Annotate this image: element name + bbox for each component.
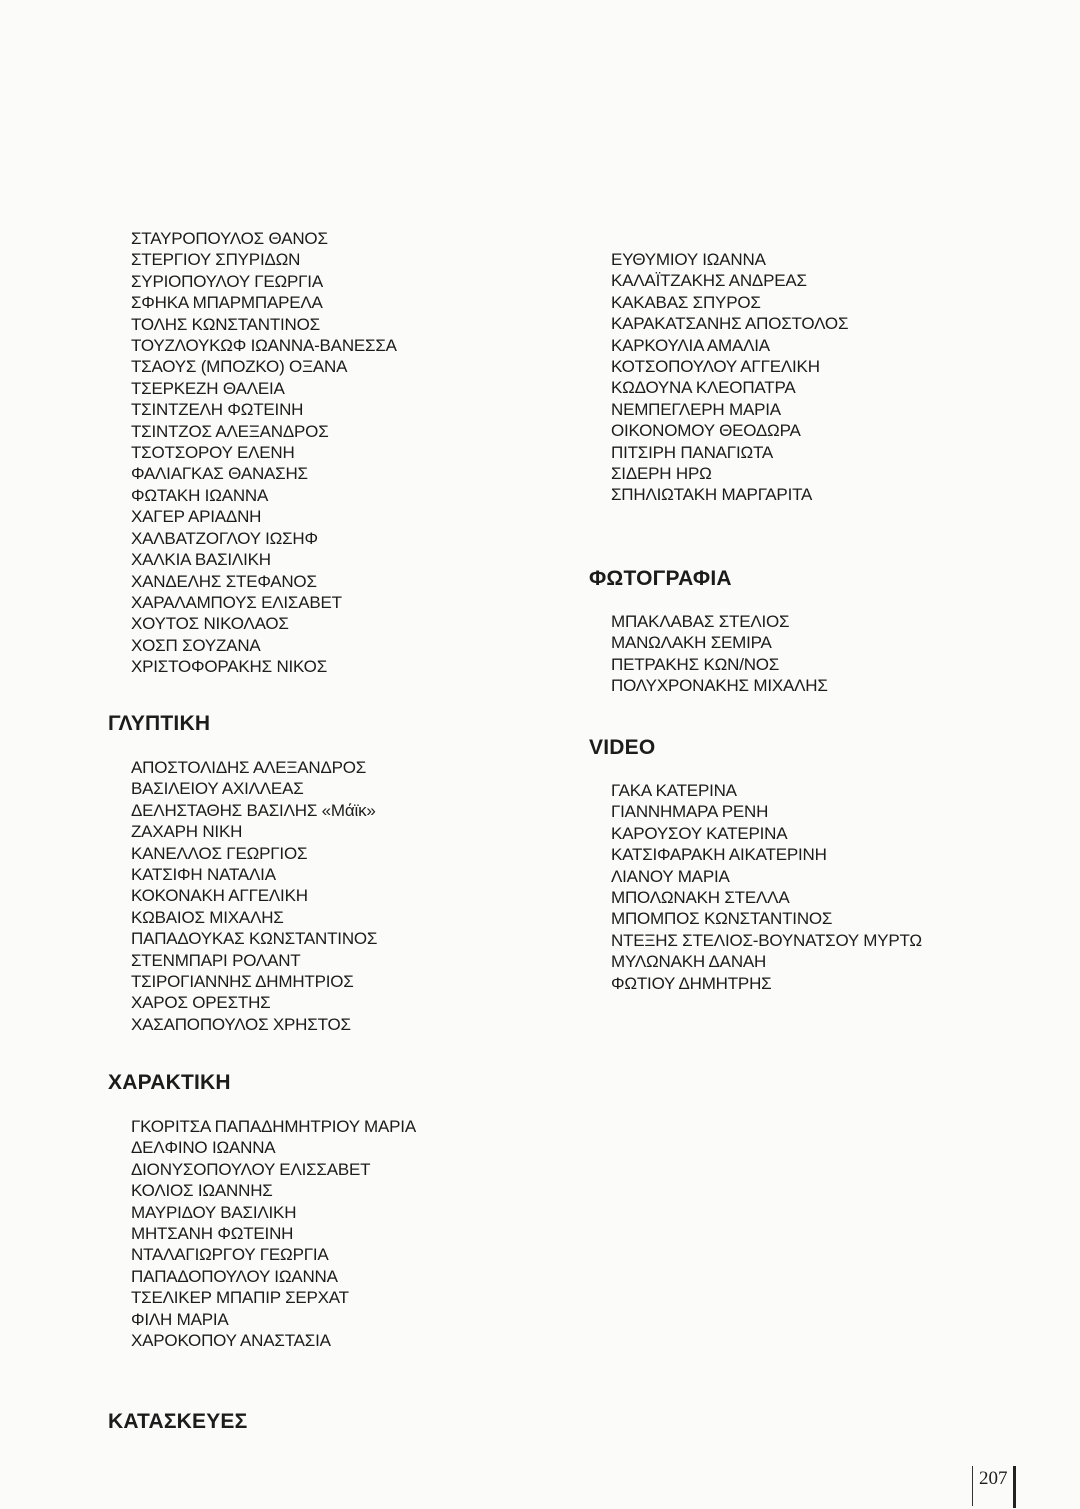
list-item: ΣΤΕΡΓΙΟΥ ΣΠΥΡΙΔΩΝ <box>131 250 301 270</box>
photography-heading: ΦΩΤΟΓΡΑΦΙΑ <box>589 567 732 590</box>
list-item: ΚΑΝΕΛΛΟΣ ΓΕΩΡΓΙΟΣ <box>131 843 308 863</box>
list-item: ΝΕΜΠΕΓΛΕΡΗ ΜΑΡΙΑ <box>611 399 781 419</box>
list-item: ΣΤΕΝΜΠΑΡΙ ΡΟΛΑΝΤ <box>131 950 301 970</box>
list-item: ΜΥΛΩΝΑΚΗ ΔΑΝΑΗ <box>611 952 767 972</box>
list-item: ΣΦΗΚΑ ΜΠΑΡΜΠΑΡΕΛΑ <box>131 293 323 313</box>
list-item: ΚΟΚΟΝΑΚΗ ΑΓΓΕΛΙΚΗ <box>131 886 308 906</box>
list-item: ΔΕΛΦΙΝΟ ΙΩΑΝΝΑ <box>131 1138 276 1158</box>
list-item: ΧΑΛΒΑΤΖΟΓΛΟΥ ΙΩΣΗΦ <box>131 528 318 548</box>
list-item: ΣΙΔΕΡΗ ΗΡΩ <box>611 464 712 484</box>
list-item: ΔΙΟΝΥΣΟΠΟΥΛΟΥ ΕΛΙΣΣΑΒΕΤ <box>131 1159 371 1179</box>
list-item: ΓΙΑΝΝΗΜΑΡΑ ΡΕΝΗ <box>611 802 769 822</box>
list-item: ΤΣΑΟΥΣ (ΜΠΟΖΚΟ) ΟΞΑΝΑ <box>131 357 348 377</box>
list-item: ΝΤΕΞΗΣ ΣΤΕΛΙΟΣ-ΒΟΥΝΑΤΣΟΥ ΜΥΡΤΩ <box>611 930 922 950</box>
list-item: ΧΡΙΣΤΟΦΟΡΑΚΗΣ ΝΙΚΟΣ <box>131 657 328 677</box>
list-item: ΧΑΡΟΚΟΠΟΥ ΑΝΑΣΤΑΣΙΑ <box>131 1331 331 1351</box>
left-top-name-list <box>131 228 397 678</box>
list-item: ΠΙΤΣΙΡΗ ΠΑΝΑΓΙΩΤΑ <box>611 442 774 462</box>
list-item: ΚΑΡΟΥΣΟΥ ΚΑΤΕΡΙΝΑ <box>611 823 788 843</box>
list-item: ΚΑΤΣΙΦΑΡΑΚΗ ΑΙΚΑΤΕΡΙΝΗ <box>611 845 827 865</box>
list-item: ΟΙΚΟΝΟΜΟΥ ΘΕΟΔΩΡΑ <box>611 421 801 441</box>
list-item: ΧΑΝΔΕΛΗΣ ΣΤΕΦΑΝΟΣ <box>131 571 317 591</box>
list-item: ΑΠΟΣΤΟΛΙΔΗΣ ΑΛΕΞΑΝΔΡΟΣ <box>131 758 367 777</box>
list-item: ΖΑΧΑΡΗ ΝΙΚΗ <box>131 822 243 842</box>
page-number: 207 <box>972 1466 1012 1506</box>
list-item: ΜΠΑΚΛΑΒΑΣ ΣΤΕΛΙΟΣ <box>611 612 790 631</box>
list-item: ΜΑΥΡΙΔΟΥ ΒΑΣΙΛΙΚΗ <box>131 1202 297 1222</box>
photography-name-list <box>611 611 828 697</box>
list-item: ΚΟΛΙΟΣ ΙΩΑΝΝΗΣ <box>131 1181 273 1201</box>
video-name-list <box>611 780 922 994</box>
list-item: ΧΟΣΠ ΣΟΥΖΑΝΑ <box>131 635 261 655</box>
list-item: ΝΤΑΛΑΓΙΩΡΓΟΥ ΓΕΩΡΓΙΑ <box>131 1245 329 1265</box>
list-item: ΓΚΟΡΙΤΣΑ ΠΑΠΑΔΗΜΗΤΡΙΟΥ ΜΑΡΙΑ <box>131 1117 416 1136</box>
list-item: ΛΙΑΝΟΥ ΜΑΡΙΑ <box>611 866 730 886</box>
sculpture-heading: ΓΛΥΠΤΙΚΗ <box>108 712 211 735</box>
list-item: ΒΑΣΙΛΕΙΟΥ ΑΧΙΛΛΕΑΣ <box>131 779 304 799</box>
sculpture-name-list <box>131 757 377 1035</box>
list-item: ΜΠΟΜΠΟΣ ΚΩΝΣΤΑΝΤΙΝΟΣ <box>611 909 833 929</box>
constructions-heading: ΚΑΤΑΣΚΕΥΕΣ <box>108 1410 248 1433</box>
list-item: ΜΑΝΩΛΑΚΗ ΣΕΜΙΡΑ <box>611 633 772 653</box>
list-item: ΣΥΡΙΟΠΟΥΛΟΥ ΓΕΩΡΓΙΑ <box>131 271 323 291</box>
list-item: ΣΠΗΛΙΩΤΑΚΗ ΜΑΡΓΑΡΙΤΑ <box>611 485 813 505</box>
list-item: ΠΑΠΑΔΟΠΟΥΛΟΥ ΙΩΑΝΝΑ <box>131 1266 338 1286</box>
list-item: ΧΑΣΑΠΟΠΟΥΛΟΣ ΧΡΗΣΤΟΣ <box>131 1014 351 1034</box>
list-item: ΠΕΤΡΑΚΗΣ ΚΩΝ/ΝΟΣ <box>611 654 780 674</box>
list-item: ΚΑΚΑΒΑΣ ΣΠΥΡΟΣ <box>611 292 761 312</box>
list-item: ΚΑΡΑΚΑΤΣΑΝΗΣ ΑΠΟΣΤΟΛΟΣ <box>611 314 849 334</box>
list-item: ΚΩΒΑΙΟΣ ΜΙΧΑΛΗΣ <box>131 907 284 927</box>
list-item: ΠΟΛΥΧΡΟΝΑΚΗΣ ΜΙΧΑΛΗΣ <box>611 676 828 696</box>
list-item: ΤΣΙΝΤΖΟΣ ΑΛΕΞΑΝΔΡΟΣ <box>131 421 329 441</box>
printmaking-name-list <box>131 1116 416 1351</box>
list-item: ΦΩΤΙΟΥ ΔΗΜΗΤΡΗΣ <box>611 973 772 993</box>
list-item: ΧΑΡΑΛΑΜΠΟΥΣ ΕΛΙΣΑΒΕΤ <box>131 592 342 612</box>
list-item: ΚΑΛΑΪΤΖΑΚΗΣ ΑΝΔΡΕΑΣ <box>611 271 807 291</box>
list-item: ΧΑΡΟΣ ΟΡΕΣΤΗΣ <box>131 993 271 1013</box>
list-item: ΤΟΥΖΛΟΥΚΩΦ ΙΩΑΝΝΑ-ΒΑΝΕΣΣΑ <box>131 336 397 356</box>
list-item: ΧΑΓΕΡ ΑΡΙΑΔΝΗ <box>131 507 262 527</box>
printmaking-heading: ΧΑΡΑΚΤΙΚΗ <box>108 1071 231 1094</box>
list-item: ΤΣΕΛΙΚΕΡ ΜΠΑΠΙΡ ΣΕΡΧΑΤ <box>131 1288 349 1308</box>
list-item: ΣΤΑΥΡΟΠΟΥΛΟΣ ΘΑΝΟΣ <box>131 229 328 248</box>
list-item: ΔΕΛΗΣΤΑΘΗΣ ΒΑΣΙΛΗΣ «Μάϊκ» <box>131 800 376 820</box>
list-item: ΜΠΟΛΩΝΑΚΗ ΣΤΕΛΛΑ <box>611 888 790 908</box>
list-item: ΚΑΡΚΟΥΛΙΑ ΑΜΑΛΙΑ <box>611 335 770 355</box>
list-item: ΦΩΤΑΚΗ ΙΩΑΝΝΑ <box>131 485 269 505</box>
list-item: ΚΑΤΣΙΦΗ ΝΑΤΑΛΙΑ <box>131 865 276 885</box>
list-item: ΤΟΛΗΣ ΚΩΝΣΤΑΝΤΙΝΟΣ <box>131 314 320 334</box>
list-item: ΜΗΤΣΑΝΗ ΦΩΤΕΙΝΗ <box>131 1224 294 1244</box>
list-item: ΧΑΛΚΙΑ ΒΑΣΙΛΙΚΗ <box>131 550 271 570</box>
list-item: ΚΩΔΟΥΝΑ ΚΛΕΟΠΑΤΡΑ <box>611 378 796 398</box>
list-item: ΤΣΙΝΤΖΕΛΗ ΦΩΤΕΙΝΗ <box>131 400 304 420</box>
list-item: ΤΣΙΡΟΓΙΑΝΝΗΣ ΔΗΜΗΤΡΙΟΣ <box>131 972 354 992</box>
list-item: ΤΣΟΤΣΟΡΟΥ ΕΛΕΝΗ <box>131 443 295 463</box>
list-item: ΤΣΕΡΚΕΖΗ ΘΑΛΕΙΑ <box>131 378 285 398</box>
list-item: ΚΟΤΣΟΠΟΥΛΟΥ ΑΓΓΕΛΙΚΗ <box>611 357 820 377</box>
list-item: ΦΙΛΗ ΜΑΡΙΑ <box>131 1309 229 1329</box>
list-item: ΦΑΛΙΑΓΚΑΣ ΘΑΝΑΣΗΣ <box>131 464 308 484</box>
list-item: ΓΑΚΑ ΚΑΤΕΡΙΝΑ <box>611 781 737 800</box>
list-item: ΠΑΠΑΔΟΥΚΑΣ ΚΩΝΣΤΑΝΤΙΝΟΣ <box>131 929 378 949</box>
right-top-name-list <box>611 249 848 506</box>
list-item: ΧΟΥΤΟΣ ΝΙΚΟΛΑΟΣ <box>131 614 289 634</box>
list-item: ΕΥΘΥΜΙΟΥ ΙΩΑΝΝΑ <box>611 250 766 269</box>
video-heading: VIDEO <box>589 736 656 759</box>
